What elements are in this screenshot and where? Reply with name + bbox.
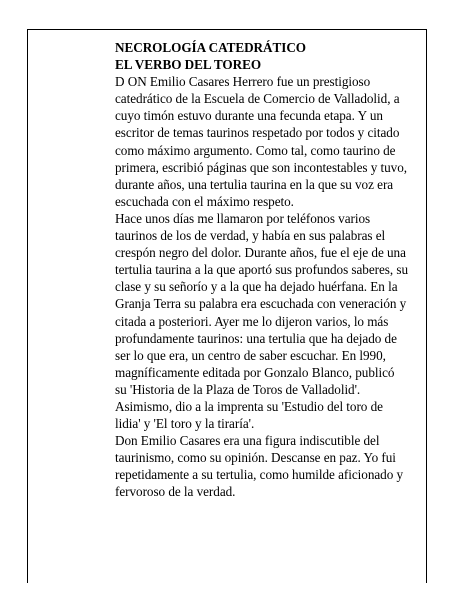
paragraph-3 — [115, 432, 427, 500]
text-line: fervoroso de la verdad. — [115, 484, 236, 500]
text-line: Don Emilio Casares era una figura indiscutible del — [115, 433, 380, 449]
article-title-line-2: EL VERBO DEL TOREO — [115, 57, 262, 73]
text-line: como máximo argumento. Como tal, como taurino de — [115, 142, 396, 158]
text-line: citada a posteriori. Ayer me lo dijeron varios, lo más — [115, 313, 389, 329]
article — [115, 39, 427, 501]
text-line: cuyo timón estuvo durante una fecunda etapa. Y un — [115, 108, 383, 124]
text-line: Asimismo, dio a la imprenta su 'Estudio del toro de — [115, 398, 383, 414]
text-line: tertulia taurina a la que aportó sus profundos saberes, su — [115, 262, 409, 278]
text-line: escritor de temas taurinos respetado por todos y citado — [115, 125, 400, 141]
text-line: profundamente taurinos: una tertulia que ha dejado de — [115, 330, 397, 346]
text-line: su 'Historia de la Plaza de Toros de Valladolid'. — [115, 381, 361, 397]
page-left-border — [27, 29, 28, 583]
text-line: Hace unos días me llamaron por teléfonos varios — [115, 210, 371, 226]
text-line: ser lo que era, un centro de saber escuchar. En l990, — [115, 347, 386, 363]
article-title-line-1: NECROLOGÍA CATEDRÁTICO — [115, 40, 306, 55]
text-line: clase y su señorío y a la que ha dejado huérfana. En la — [115, 279, 398, 295]
text-line: primera, escribió páginas que son incontestables y tuvo, — [115, 159, 408, 175]
text-line: Granja Terra su palabra era escuchada con veneración y — [115, 296, 407, 312]
paragraph-2 — [115, 210, 427, 432]
text-line: repetidamente a su tertulia, como humilde aficionado y — [115, 467, 404, 483]
text-line: magníficamente editada por Gonzalo Blanco, publicó — [115, 364, 395, 380]
text-line: escuchada con el máximo respeto. — [115, 193, 294, 209]
text-line: catedrático de la Escuela de Comercio de Valladolid, a — [115, 91, 400, 107]
text-line: taurinos de los de verdad, y había en sus palabras el — [115, 228, 386, 244]
text-line: lidia' y 'El toro y la tiraría'. — [115, 416, 255, 432]
paragraph-1 — [115, 73, 427, 210]
page-top-border — [27, 29, 427, 30]
text-line: D ON Emilio Casares Herrero fue un prestigioso — [115, 74, 371, 90]
text-line: durante años, una tertulia taurina en la que su voz era — [115, 176, 394, 192]
text-line: taurinismo, como su opinión. Descanse en paz. Yo fui — [115, 450, 396, 466]
text-line: crespón negro del dolor. Durante años, fue el eje de una — [115, 245, 406, 261]
